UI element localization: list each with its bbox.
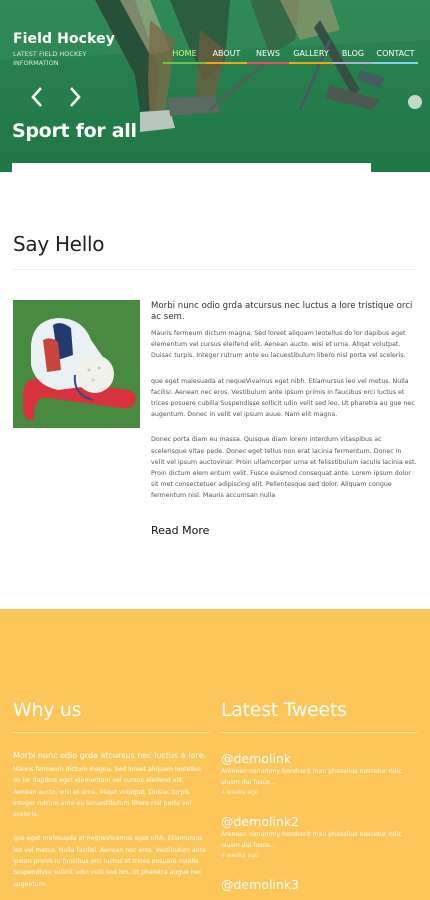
tweets-heading: Latest Tweets [221, 699, 347, 721]
article-image [13, 300, 140, 428]
article [13, 300, 417, 538]
nav-item-contact[interactable] [373, 49, 418, 64]
hero-title: Sport for all [12, 120, 137, 142]
read-more-link[interactable]: Read More [151, 523, 210, 537]
nav-label: CONTACT [376, 49, 415, 58]
hero-caption-bar [12, 163, 371, 172]
why-us-paragraph: que eget malesuada at nequeVivamus eget nibh. Etiamursus leo vel metus. Nulla facilisi. Aenean nec eros. Vestibulum ante ipsum primis in faucibus orci luctus et trices posuere cubilia Suspendisse sollicit udin velit sed leo. Ut pharetra augue nec augentum. [13, 835, 206, 888]
divider [13, 269, 417, 270]
section-heading: Say Hello [13, 232, 105, 256]
divider [13, 732, 209, 733]
why-us-lead: Morbi nunc odio grda atcursus nec luctus a lore. [13, 751, 206, 760]
site-brand[interactable] [13, 31, 115, 68]
why-us-column [13, 699, 209, 890]
tweets-column [221, 699, 417, 893]
tweet-date: 4 weeks ago [221, 852, 259, 859]
nav-label: GALLERY [293, 49, 329, 58]
article-paragraph: Donec porta diam eu massa. Quisque diam lorem interdum vitaspibus ac scelerisque vitae pede. Donec eget tellus non erat lacinia fermentum. Donec in velit vel ipsum auctovinar. Proin ullamcorper urna et felisstibulum iaculis lacinia est. Proin dictum elem entum velit. Fusce euismod consequat ante. Lorem ipsum dolor sit met consectetuer adipiscing elit. Pellentesque sed dolor. Aliquam congue fermentum nisl. Mauris accumsan nulla [151, 436, 417, 500]
tweet-item [221, 814, 417, 859]
site-tagline: LATEST FIELD HOCKEY INFORMATION [13, 50, 87, 67]
nav-label: ABOUT [212, 49, 241, 58]
tweet-item [221, 751, 417, 796]
tweet-handle-link[interactable]: @demolink [221, 751, 292, 766]
tweet-handle-link[interactable]: @demolink2 [221, 814, 300, 829]
chevron-left-icon[interactable] [29, 86, 45, 108]
article-text [151, 300, 417, 538]
nav-label: HOME [172, 49, 197, 58]
article-paragraph: Mauris fermeum dictum magna. Sed loreet aliquam leotellus do lor dapibus eget elementum vel cursus eleifend elit. Aenean aucto. wisi et urna. Aliqat volutpat. Duisac turpis. Integer rutrum ante eu lacuestibulum libero nisl porta vel sceleris. [151, 330, 406, 360]
tweet-date: 4 weeks ago [221, 789, 259, 796]
nav-label: BLOG [341, 49, 365, 58]
tweet-text: Arenean nonummy hendrerit mau phasellus nascetur ridic ulusm dui fusce... [221, 768, 402, 786]
say-hello-section [0, 232, 430, 538]
nav-item-blog[interactable] [333, 49, 373, 64]
footer-section [0, 609, 430, 900]
article-lead: Morbi nunc odio grda atcursus nec luctus a lore tristique orci ac sem. [151, 301, 413, 322]
tweet-item [221, 877, 417, 892]
nav-item-news[interactable] [247, 49, 289, 64]
hero-banner [0, 0, 430, 172]
chevron-right-icon[interactable] [67, 86, 83, 108]
nav-item-home[interactable] [163, 49, 206, 64]
why-us-heading: Why us [13, 699, 82, 721]
why-us-paragraph: Mauris fermeum dictum magna. Sed loreet aliquam leotellus do lor dapibus eget elementum vel cursus eleifend elit. Aenean aucto. wisi et urna. Aliqat volutpat. Duisac turpis. Integer rutrum ante eu lacuestibulum libero nisl porta vel sceleris. [13, 766, 201, 819]
main-nav [163, 49, 418, 64]
nav-item-gallery[interactable] [289, 49, 333, 64]
tweet-handle-link[interactable]: @demolink3 [221, 877, 300, 892]
hero-photo [0, 0, 430, 172]
nav-item-about[interactable] [206, 49, 247, 64]
nav-label: NEWS [255, 49, 281, 58]
article-paragraph: que eget malesuada at nequeVivamus eget nibh. Etiamursus leo vel metus. Nulla facilisi. Aenean nec eros. Vestibulum ante ipsum primis in faucibus orci luctus et trices posuere cubilia Suspendisse sollicit udin velit sed leo. Ut pharetra au gue nec augentum. Donec in velit vel ipsum auue. Nam elit magna. [151, 377, 415, 419]
tweet-text: Arenean nonummy hendrerit mau phasellus nascetur ridic ulusm dui fusce... [221, 831, 402, 849]
divider [221, 732, 417, 733]
site-name: Field Hockey [13, 31, 115, 47]
